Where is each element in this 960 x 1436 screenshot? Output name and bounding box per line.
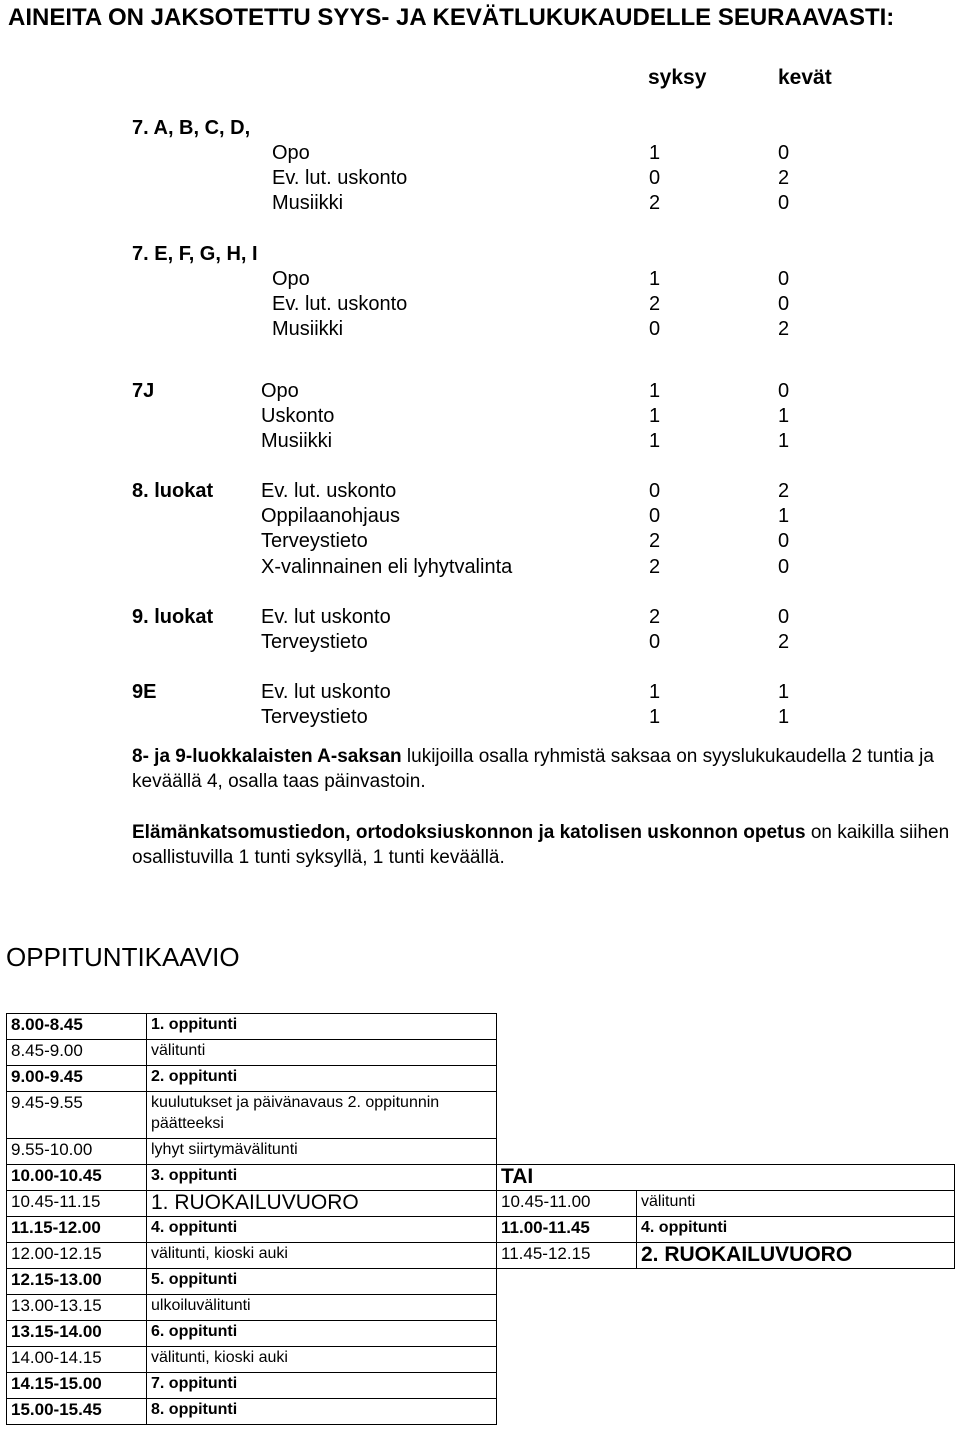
schedule-title: OPPITUNTIKAAVIO [6,942,240,972]
schedule-row [7,1399,955,1425]
spring-value: 0 [778,142,790,164]
schedule-activity: välitunti, kioski auki [147,1243,497,1269]
autumn-value: 1 [649,268,661,290]
schedule-time: 14.15-15.00 [7,1373,147,1399]
autumn-value: 1 [649,430,661,452]
subject-name: Ev. lut. uskonto [272,167,408,189]
schedule-row [7,1191,955,1217]
subject-name: Opo [272,142,310,164]
schedule-activity: 5. oppitunti [147,1269,497,1295]
schedule-row [7,1373,955,1399]
autumn-value: 1 [649,142,661,164]
autumn-value: 1 [649,706,661,728]
lesson-schedule-table [6,1013,955,1425]
alt-schedule-time: 11.45-12.15 [497,1243,637,1269]
schedule-time: 9.00-9.45 [7,1066,147,1092]
autumn-value: 2 [649,530,661,552]
schedule-time: 13.15-14.00 [7,1321,147,1347]
spring-value: 2 [778,167,790,189]
group-label: 9. luokat [132,606,214,628]
spring-value: 0 [778,380,790,402]
schedule-row [7,1217,955,1243]
spring-value: 1 [778,505,790,527]
subject-name: Opo [272,268,310,290]
spring-value: 2 [778,318,790,340]
autumn-value: 2 [649,556,661,578]
page-title: AINEITA ON JAKSOTETTU SYYS- JA KEVÄTLUKUKAUDELLE SEURAAVASTI: [8,4,895,31]
spring-value: 0 [778,268,790,290]
spring-value: 0 [778,192,790,214]
schedule-row [7,1347,955,1373]
autumn-value: 2 [649,192,661,214]
schedule-activity: ulkoiluvälitunti [147,1295,497,1321]
schedule-time: 9.45-9.55 [7,1092,147,1139]
schedule-activity: kuulutukset ja päivänavaus 2. oppitunnin päätteeksi [147,1092,497,1139]
subject-name: Musiikki [272,318,344,340]
schedule-time: 12.00-12.15 [7,1243,147,1269]
schedule-row [7,1139,955,1165]
autumn-value: 0 [649,480,661,502]
schedule-row [7,1269,955,1295]
column-header-autumn: syksy [648,66,707,89]
note-religion: Elämänkatsomustiedon, ortodoksiuskonnon ja katolisen uskonnon opetus on kaikilla siihen osallistuvilla 1 tunti syksyllä, 1 tunti keväällä. [132,822,950,868]
schedule-activity: 4. oppitunti [147,1217,497,1243]
subject-name: Opo [261,380,299,402]
subject-name: Terveystieto [261,631,368,653]
schedule-time: 10.00-10.45 [7,1165,147,1191]
schedule-activity: välitunti, kioski auki [147,1347,497,1373]
spring-value: 1 [778,405,790,427]
schedule-row [7,1040,955,1066]
schedule-time: 11.15-12.00 [7,1217,147,1243]
schedule-activity: 3. oppitunti [147,1165,497,1191]
alt-schedule-time: 10.45-11.00 [497,1191,637,1217]
schedule-time: 15.00-15.45 [7,1399,147,1425]
schedule-activity: 8. oppitunti [147,1399,497,1425]
subject-name: Ev. lut. uskonto [261,480,397,502]
autumn-value: 0 [649,631,661,653]
schedule-row [7,1165,955,1191]
alt-schedule-label: TAI [497,1165,955,1191]
group-label: 9E [132,681,157,703]
column-header-spring: kevät [778,66,832,89]
spring-value: 0 [778,293,790,315]
spring-value: 0 [778,606,790,628]
schedule-row [7,1295,955,1321]
alt-schedule-time: 11.00-11.45 [497,1217,637,1243]
schedule-time: 8.45-9.00 [7,1040,147,1066]
schedule-activity: 6. oppitunti [147,1321,497,1347]
schedule-time: 13.00-13.15 [7,1295,147,1321]
alt-schedule-activity: 2. RUOKAILUVUORO [637,1243,955,1269]
spring-value: 1 [778,681,790,703]
schedule-time: 12.15-13.00 [7,1269,147,1295]
spring-value: 1 [778,706,790,728]
subject-name: X-valinnainen eli lyhytvalinta [261,556,513,578]
schedule-activity: 1. RUOKAILUVUORO [147,1191,497,1217]
schedule-row [7,1066,955,1092]
spring-value: 2 [778,480,790,502]
spring-value: 1 [778,430,790,452]
subject-name: Ev. lut. uskonto [272,293,408,315]
autumn-value: 1 [649,405,661,427]
schedule-activity: välitunti [147,1040,497,1066]
subject-name: Musiikki [261,430,333,452]
group-label: 8. luokat [132,480,214,502]
group-label: 7. A, B, C, D, [132,117,251,139]
autumn-value: 1 [649,681,661,703]
subject-name: Ev. lut uskonto [261,681,391,703]
alt-schedule-activity: välitunti [637,1191,955,1217]
schedule-activity: 2. oppitunti [147,1066,497,1092]
note-german: 8- ja 9-luokkalaisten A-saksan lukijoilla osalla ryhmistä saksaa on syyslukukaudella 2 tuntia ja keväällä 4, osalla taas päinvastoin. [132,746,934,792]
alt-schedule-activity: 4. oppitunti [637,1217,955,1243]
group-label: 7. E, F, G, H, I [132,243,258,265]
schedule-activity: lyhyt siirtymävälitunti [147,1139,497,1165]
autumn-value: 2 [649,606,661,628]
schedule-time: 8.00-8.45 [7,1014,147,1040]
schedule-activity: 1. oppitunti [147,1014,497,1040]
subject-name: Musiikki [272,192,344,214]
schedule-time: 9.55-10.00 [7,1139,147,1165]
subject-name: Terveystieto [261,530,368,552]
subject-name: Uskonto [261,405,335,427]
spring-value: 0 [778,556,790,578]
subject-name: Oppilaanohjaus [261,505,400,527]
schedule-activity: 7. oppitunti [147,1373,497,1399]
schedule-time: 14.00-14.15 [7,1347,147,1373]
autumn-value: 0 [649,318,661,340]
schedule-row [7,1092,955,1139]
autumn-value: 0 [649,167,661,189]
subject-name: Ev. lut uskonto [261,606,391,628]
group-label: 7J [132,380,155,402]
schedule-time: 10.45-11.15 [7,1191,147,1217]
schedule-row [7,1243,955,1269]
autumn-value: 0 [649,505,661,527]
autumn-value: 2 [649,293,661,315]
spring-value: 2 [778,631,790,653]
schedule-row [7,1014,955,1040]
schedule-row [7,1321,955,1347]
subject-name: Terveystieto [261,706,368,728]
autumn-value: 1 [649,380,661,402]
spring-value: 0 [778,530,790,552]
